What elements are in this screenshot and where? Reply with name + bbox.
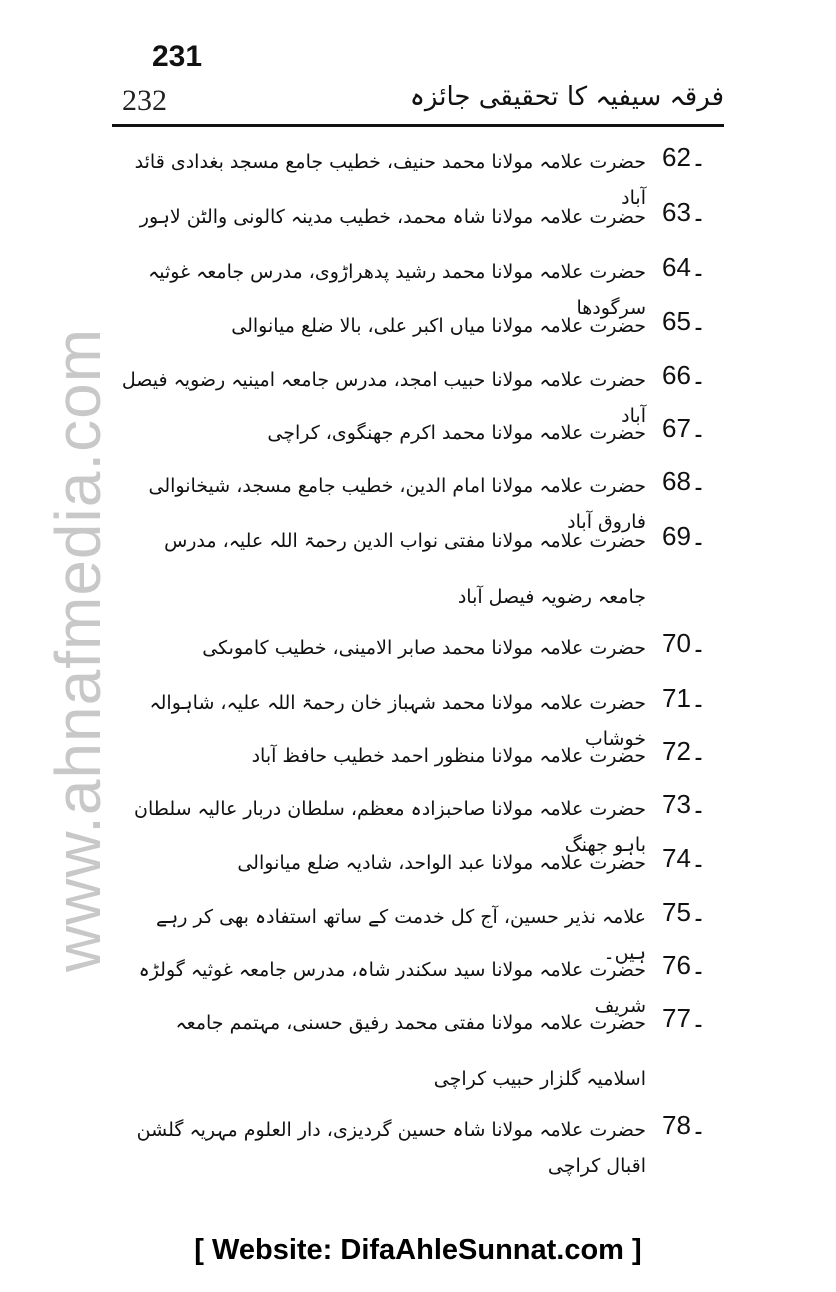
- item-number: 64۔: [662, 252, 707, 282]
- item-text: حضرت علامہ مولانا محمد اکرم جھنگوی، کراچی: [267, 422, 646, 444]
- item-text: حضرت علامہ مولانا سید سکندر شاہ، مدرس جامعہ غوثیہ گولڑہ شریف: [138, 959, 646, 1017]
- item-number: 63۔: [662, 197, 707, 227]
- item-number: 77۔: [662, 1003, 707, 1033]
- page-number-top: 231: [152, 40, 203, 73]
- item-number: 78۔: [662, 1110, 707, 1140]
- item-number: 69۔: [662, 521, 707, 551]
- item-text: حضرت علامہ مولانا منظور احمد خطیب حافظ آباد: [251, 745, 646, 767]
- item-number: 65۔: [662, 306, 707, 336]
- page-header: [112, 78, 724, 122]
- item-text: حضرت علامہ مولانا صاحبزادہ معظم، سلطان دربار عالیہ سلطان باہو جھنگ: [133, 798, 646, 856]
- item-number: 72۔: [662, 736, 707, 766]
- item-text: حضرت علامہ مولانا میاں اکبر علی، بالا ضلع میانوالی: [231, 315, 646, 337]
- website-watermark: www.ahnafmedia.com: [42, 327, 114, 973]
- item-text: حضرت علامہ مولانا شاہ حسین گردیزی، دار العلوم مہریہ گلشن اقبال کراچی: [136, 1119, 646, 1177]
- item-text: حضرت علامہ مولانا محمد صابر الامینی، خطیب کاموںکی: [202, 637, 646, 659]
- item-text: حضرت علامہ مولانا محمد حنیف، خطیب جامع مسجد بغدادی قائد آباد: [134, 151, 646, 209]
- item-text: حضرت علامہ مولانا مفتی نواب الدین رحمۃ اللہ علیہ، مدرس جامعہ رضویہ فیصل آباد: [164, 530, 646, 608]
- item-text: علامہ نذیر حسین، آج کل خدمت کے ساتھ استفادہ بھی کر رہے ہیں۔: [156, 906, 646, 964]
- item-number: 67۔: [662, 413, 707, 443]
- item-number: 76۔: [662, 950, 707, 980]
- item-number: 74۔: [662, 843, 707, 873]
- item-number: 73۔: [662, 789, 707, 819]
- book-title: فرقہ سیفیہ کا تحقیقی جائزہ: [409, 82, 724, 112]
- item-number: 62۔: [662, 142, 707, 172]
- header-rule: [112, 124, 724, 127]
- website-footer: [ Website: DifaAhleSunnat.com ]: [194, 1234, 642, 1266]
- item-text: حضرت علامہ مولانا شاہ محمد، خطیب مدینہ کالونی والٹن لاہور: [139, 206, 646, 228]
- item-text: حضرت علامہ مولانا مفتی محمد رفیق حسنی، مہتمم جامعہ اسلامیہ گلزار حبیب کراچی: [175, 1012, 646, 1090]
- item-text: حضرت علامہ مولانا امام الدین، خطیب جامع مسجد، شیخانوالی فاروق آباد: [148, 475, 646, 533]
- item-number: 66۔: [662, 360, 707, 390]
- item-text: حضرت علامہ مولانا حبیب امجد، مدرس جامعہ امینیہ رضویہ فیصل آباد: [121, 369, 646, 427]
- item-number: 75۔: [662, 897, 707, 927]
- page-number: 232: [122, 84, 167, 117]
- item-text: حضرت علامہ مولانا محمد رشید پدھراڑوی، مدرس جامعہ غوثیہ سرگودھا: [148, 261, 646, 319]
- item-number: 71۔: [662, 683, 707, 713]
- item-number: 68۔: [662, 466, 707, 496]
- item-text: حضرت علامہ مولانا عبد الواحد، شادیہ ضلع میانوالی: [237, 852, 646, 874]
- item-number: 70۔: [662, 628, 707, 658]
- item-text: حضرت علامہ مولانا محمد شہباز خان رحمۃ اللہ علیہ، شاہوالہ خوشاب: [149, 692, 646, 750]
